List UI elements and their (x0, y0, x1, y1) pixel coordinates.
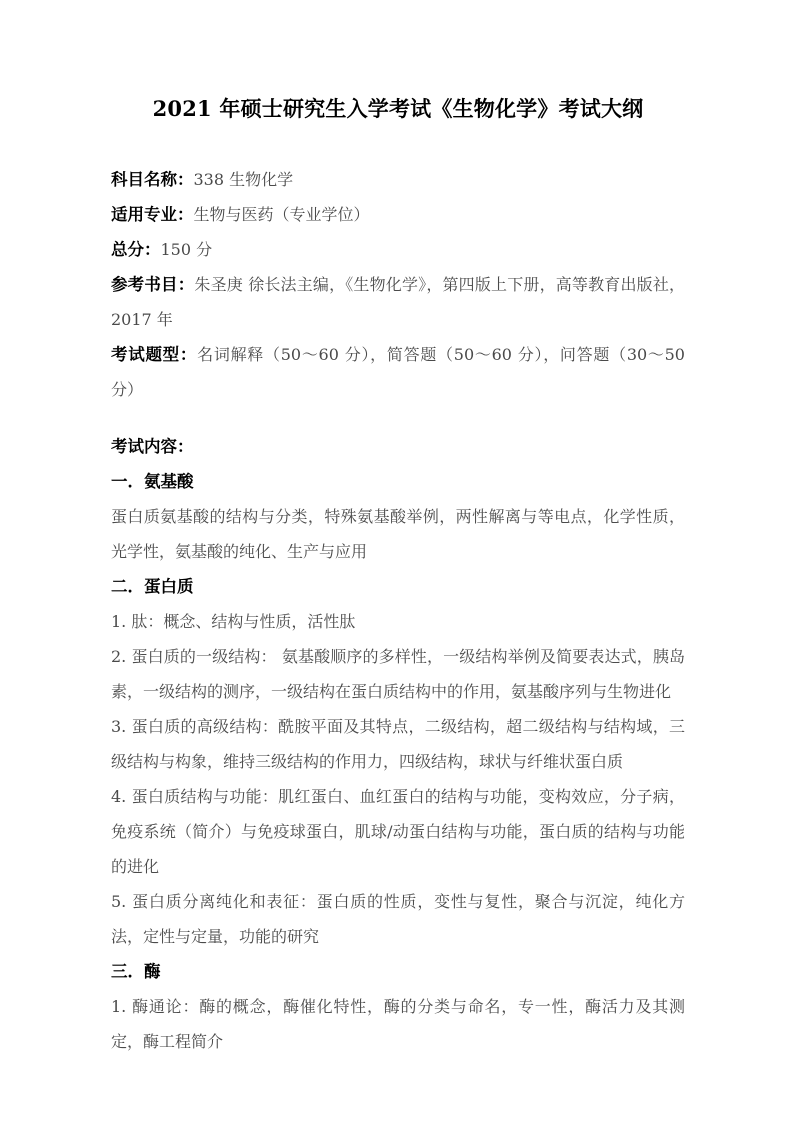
section-paragraph: 蛋白质氨基酸的结构与分类，特殊氨基酸举例，两性解离与等电点，化学性质，光学性，氨基酸的纯化、生产与应用 (111, 507, 685, 561)
question-types-label: 考试题型： (111, 345, 198, 364)
reference-books-label: 参考书目： (111, 275, 195, 294)
section-heading-amino-acids: 一．氨基酸 (111, 472, 194, 491)
page-title: 2021 年硕士研究生入学考试《生物化学》考试大纲 (152, 96, 644, 121)
section-heading-enzymes: 三．酶 (111, 962, 161, 981)
subject-label: 科目名称： (111, 170, 194, 189)
question-types-value: 名词解释（50～60 分），简答题（50～60 分），问答题（30～50 分） (111, 345, 685, 399)
meta-row-total-score (111, 232, 685, 267)
exam-content-block (111, 407, 685, 1059)
exam-content-heading: 考试内容： (111, 437, 194, 456)
section-paragraph: 2. 蛋白质的一级结构： 氨基酸顺序的多样性，一级结构举例及简要表达式，胰岛素，一级结构的测序，一级结构在蛋白质结构中的作用，氨基酸序列与生物进化 (111, 647, 685, 701)
subject-value: 338 生物化学 (193, 170, 294, 189)
major-label: 适用专业： (111, 205, 194, 224)
section-paragraph: 3. 蛋白质的高级结构：酰胺平面及其特点，二级结构，超二级结构与结构域，三级结构与构象，维持三级结构的作用力，四级结构，球状与纤维状蛋白质 (111, 717, 685, 771)
reference-books-value: 朱圣庚 徐长法主编，《生物化学》，第四版上下册，高等教育出版社，2017 年 (111, 275, 685, 329)
section-paragraph: 1. 肽：概念、结构与性质，活性肽 (111, 612, 356, 631)
meta-row-reference-books (111, 267, 685, 337)
meta-row-major (111, 197, 685, 232)
document-body (111, 0, 685, 1059)
total-score-label: 总分： (111, 240, 161, 259)
meta-row-question-types (111, 337, 685, 407)
section-heading-proteins: 二．蛋白质 (111, 577, 194, 596)
section-paragraph: 5. 蛋白质分离纯化和表征：蛋白质的性质，变性与复性，聚合与沉淀，纯化方法，定性与定量，功能的研究 (111, 892, 685, 946)
total-score-value: 150 分 (160, 240, 213, 259)
metadata-block (111, 162, 685, 407)
section-paragraph: 1. 酶通论：酶的概念，酶催化特性，酶的分类与命名，专一性，酶活力及其测定，酶工程简介 (111, 997, 685, 1051)
meta-row-subject (111, 162, 685, 197)
major-value: 生物与医药（专业学位） (193, 205, 370, 224)
section-paragraph: 4. 蛋白质结构与功能：肌红蛋白、血红蛋白的结构与功能，变构效应，分子病，免疫系统（简介）与免疫球蛋白，肌球/动蛋白结构与功能，蛋白质的结构与功能的进化 (111, 787, 685, 876)
